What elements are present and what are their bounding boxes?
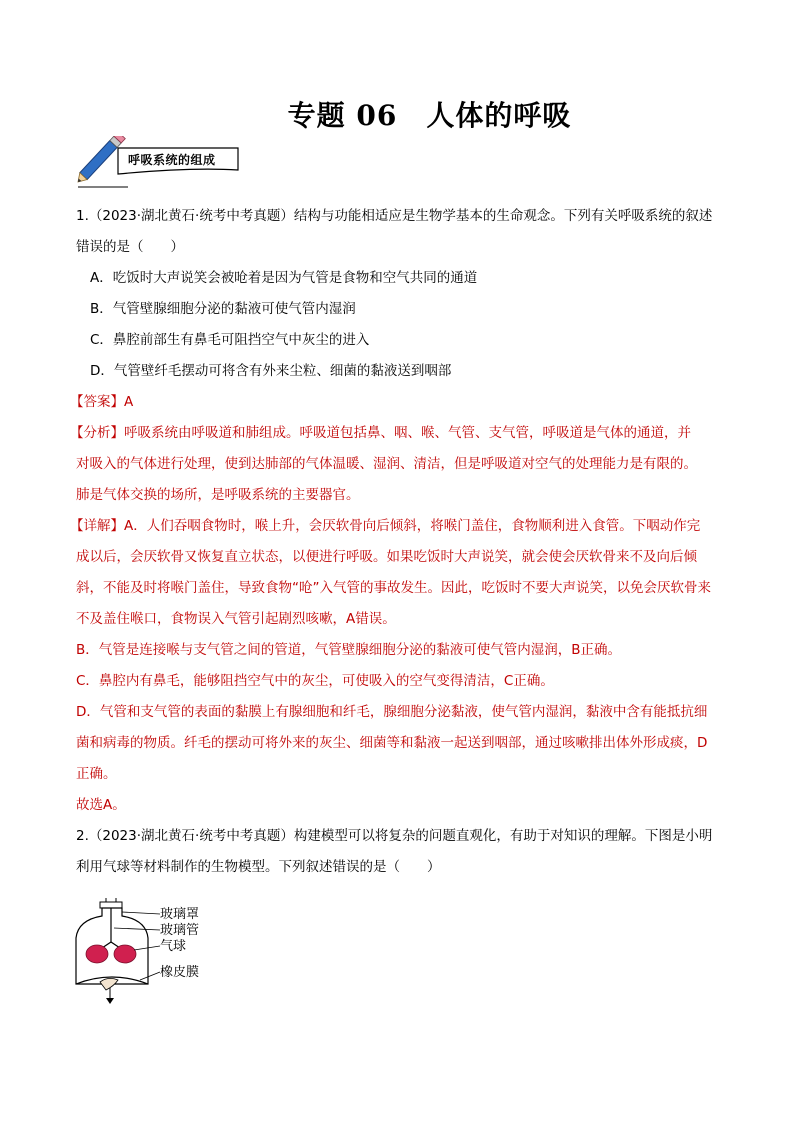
q2-stem: 2.（2023·湖北黄石·统考中考真题）构建模型可以将复杂的问题直观化，有助于对知识的理解。下图是小明 bbox=[76, 828, 713, 844]
page-title: 专题 06 人体的呼吸 bbox=[287, 99, 572, 132]
section-tag bbox=[72, 136, 242, 188]
diagram-label-rubber-membrane: 橡皮膜 bbox=[160, 965, 200, 980]
section-label: 呼吸系统的组成 bbox=[128, 153, 216, 167]
q1-detail-d: D．气管和支气管的表面的黏膜上有腺细胞和纤毛，腺细胞分泌黏液，使气管内湿润，黏液中含有能抵抗细 bbox=[76, 704, 708, 720]
q1-analysis: 【分析】呼吸系统由呼吸道和肺组成。呼吸道包括鼻、咽、喉、气管、支气管，呼吸道是气体的通道，并 bbox=[70, 425, 691, 441]
q1-detail-d-cont: 菌和病毒的物质。纤毛的摆动可将外来的灰尘、细菌等和黏液一起送到咽部，通过咳嗽排出体外形成痰，D bbox=[76, 735, 708, 751]
q1-detail-cont: 成以后，会厌软骨又恢复直立状态，以便进行呼吸。如果吃饭时大声说笑，就会使会厌软骨来不及向后倾 bbox=[76, 549, 697, 565]
q1-answer: 【答案】A bbox=[70, 394, 134, 410]
q1-detail: 【详解】A．人们吞咽食物时，喉上升，会厌软骨向后倾斜，将喉门盖住，食物顺利进入食管。下咽动作完 bbox=[70, 518, 701, 534]
q1-analysis-cont: 肺是气体交换的场所，是呼吸系统的主要器官。 bbox=[76, 487, 360, 503]
bell-jar-illustration bbox=[70, 898, 170, 1004]
q1-detail-d-cont: 正确。 bbox=[76, 766, 117, 782]
diagram-label-glass-tube: 玻璃管 bbox=[160, 923, 200, 938]
q1-option-a: A．吃饭时大声说笑会被呛着是因为气管是食物和空气共同的通道 bbox=[90, 270, 478, 286]
q1-analysis-cont: 对吸入的气体进行处理，使到达肺部的气体温暖、湿润、清洁，但是呼吸道对空气的处理能力是有限的。 bbox=[76, 456, 697, 472]
q1-option-b: B．气管壁腺细胞分泌的黏液可使气管内湿润 bbox=[90, 301, 356, 317]
diagram-label-bell-jar: 玻璃罩 bbox=[160, 907, 200, 922]
q1-stem-cont: 错误的是（ ） bbox=[76, 239, 184, 255]
diagram-label-balloon: 气球 bbox=[160, 939, 187, 954]
q1-detail-c: C．鼻腔内有鼻毛，能够阻挡空气中的灰尘，可使吸入的空气变得清洁，C正确。 bbox=[76, 673, 554, 689]
q1-option-d: D．气管壁纤毛摆动可将含有外来尘粒、细菌的黏液送到咽部 bbox=[90, 363, 452, 379]
q1-detail-cont: 斜，不能及时将喉门盖住，导致食物“呛”入气管的事故发生。因此，吃饭时不要大声说笑，以免会厌软骨来 bbox=[76, 580, 711, 596]
lung-model-diagram bbox=[70, 898, 240, 1004]
q1-detail-b: B．气管是连接喉与支气管之间的管道，气管壁腺细胞分泌的黏液可使气管内湿润，B正确。 bbox=[76, 642, 622, 658]
q1-option-c: C．鼻腔前部生有鼻毛可阻挡空气中灰尘的进入 bbox=[90, 332, 370, 348]
q1-stem: 1.（2023·湖北黄石·统考中考真题）结构与功能相适应是生物学基本的生命观念。下列有关呼吸系统的叙述 bbox=[76, 208, 713, 224]
q1-detail-cont: 不及盖住喉口，食物误入气管引起剧烈咳嗽，A错误。 bbox=[76, 611, 396, 627]
q2-stem-cont: 利用气球等材料制作的生物模型。下列叙述错误的是（ ） bbox=[76, 859, 441, 875]
q1-conclusion: 故选A。 bbox=[76, 797, 126, 813]
